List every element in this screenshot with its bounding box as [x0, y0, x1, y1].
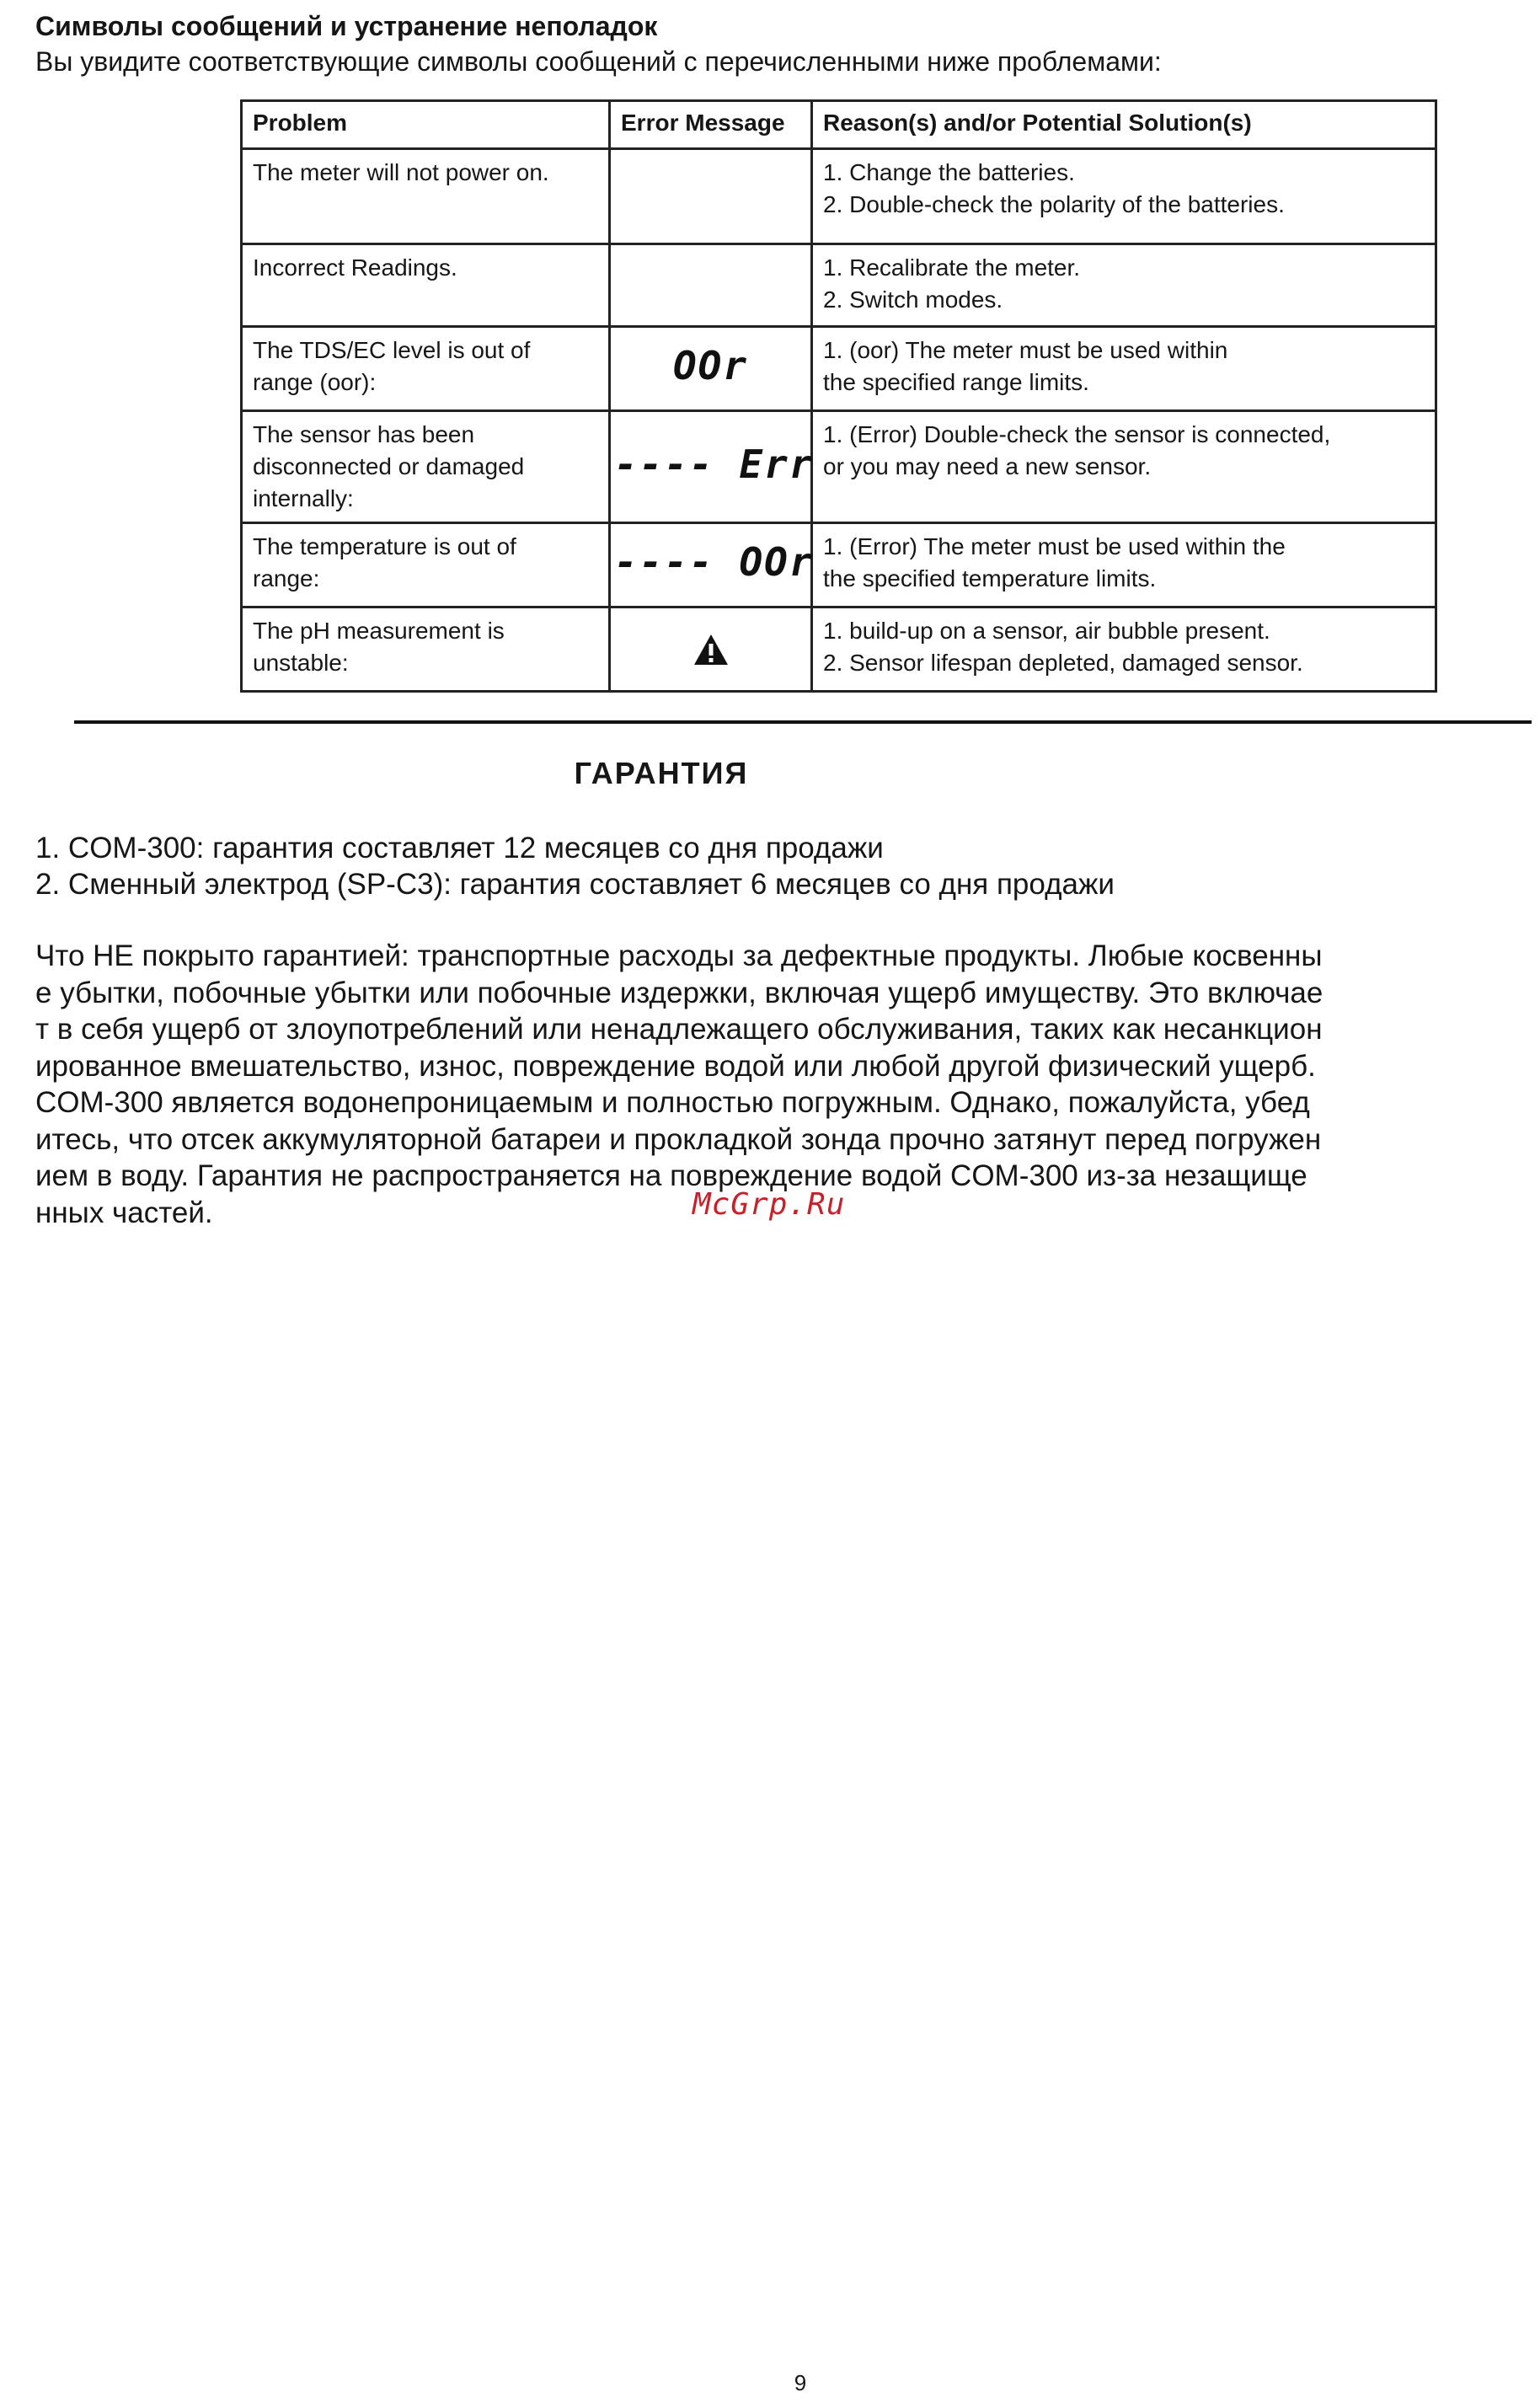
- column-header-solution: Reason(s) and/or Potential Solution(s): [812, 101, 1436, 149]
- paragraph-line: нных частей.: [35, 1196, 213, 1229]
- problem-text: range:: [253, 565, 320, 591]
- solution-cell: [812, 607, 1436, 692]
- problem-cell: [242, 523, 610, 607]
- paragraph-line: ированное вмешательство, износ, повреждение водой или любой другой физический ущерб.: [35, 1049, 1316, 1083]
- paragraph-line: Что НЕ покрыто гарантией: транспортные расходы за дефектные продукты. Любые косвенны: [35, 939, 1323, 972]
- problem-text: The temperature is out of: [253, 533, 516, 559]
- solution-text: 1. Recalibrate the meter.: [823, 254, 1081, 281]
- column-header-error-message: Error Message: [610, 101, 812, 149]
- solution-text: 2. Double-check the polarity of the batteries.: [823, 191, 1285, 217]
- solution-text: 2. Switch modes.: [823, 286, 1003, 313]
- solution-text: the specified temperature limits.: [823, 565, 1157, 591]
- solution-cell: [812, 327, 1436, 411]
- solution-text: 1. Change the batteries.: [823, 159, 1075, 185]
- solution-cell: [812, 411, 1436, 523]
- warranty-list: [35, 830, 1115, 902]
- section-divider: [74, 720, 1532, 724]
- solution-text: the specified range limits.: [823, 369, 1089, 395]
- error-message-cell: [610, 244, 812, 327]
- problem-cell: [242, 607, 610, 692]
- list-item: 2. Сменный электрод (SP-C3): гарантия составляет 6 месяцев со дня продажи: [35, 868, 1115, 901]
- solution-text: 1. (Error) The meter must be used within the: [823, 533, 1286, 559]
- problem-text: The TDS/EC level is out of: [253, 337, 531, 363]
- error-message-cell: [610, 411, 815, 523]
- table-row: [242, 411, 1436, 523]
- table-row: [242, 523, 1436, 607]
- watermark: McGrp.Ru: [692, 1187, 846, 1222]
- paragraph-line: т в себя ущерб от злоупотреблений или ненадлежащего обслуживания, таких как несанкцион: [35, 1013, 1323, 1046]
- page-title: Символы сообщений и устранение неполадок: [35, 11, 658, 41]
- solution-cell: [812, 149, 1436, 244]
- lcd-temp-oor-display: ---- OOr: [614, 539, 815, 585]
- problem-text: disconnected or damaged: [253, 453, 525, 479]
- lcd-oor-display: OOr: [672, 343, 749, 388]
- problem-text: internally:: [253, 485, 354, 511]
- troubleshooting-table: [240, 99, 1437, 693]
- problem-cell: [242, 411, 610, 523]
- problem-text: unstable:: [253, 650, 349, 676]
- table-header-row: [242, 101, 1436, 149]
- problem-text: range (oor):: [253, 369, 377, 395]
- table-row: [242, 327, 1436, 411]
- table-row: [242, 149, 1436, 244]
- table-row: [242, 607, 1436, 692]
- page-intro: Вы увидите соответствующие символы сообщений с перечисленными ниже проблемами:: [35, 46, 1162, 77]
- solution-cell: [812, 244, 1436, 327]
- solution-text: 1. build-up on a sensor, air bubble present.: [823, 618, 1270, 644]
- solution-text: 1. (Error) Double-check the sensor is connected,: [823, 421, 1331, 447]
- paragraph-line: итесь, что отсек аккумуляторной батареи и прокладкой зонда прочно затянут перед погружен: [35, 1122, 1322, 1156]
- problem-cell: [242, 327, 610, 411]
- solution-text: 1. (oor) The meter must be used within: [823, 337, 1228, 363]
- problem-text: The sensor has been: [253, 421, 475, 447]
- paragraph-line: ием в воду. Гарантия не распространяется на повреждение водой COM-300 из-за незащище: [35, 1159, 1307, 1192]
- page-number: 9: [794, 2370, 807, 2395]
- problem-cell: [242, 149, 610, 244]
- lcd-err-display: ---- Err: [614, 441, 815, 487]
- solution-text: or you may need a new sensor.: [823, 453, 1152, 479]
- error-message-cell: [610, 607, 812, 692]
- problem-text: The pH measurement is: [253, 618, 505, 644]
- error-message-cell: [610, 523, 815, 607]
- warning-triangle-icon: [693, 634, 729, 666]
- solution-cell: [812, 523, 1436, 607]
- problem-text: The meter will not power on.: [253, 159, 549, 185]
- problem-cell: [242, 244, 610, 327]
- error-message-cell: [610, 327, 812, 411]
- column-header-problem: Problem: [242, 101, 610, 149]
- solution-text: 2. Sensor lifespan depleted, damaged sensor.: [823, 650, 1303, 676]
- list-item: 1. COM-300: гарантия составляет 12 месяцев со дня продажи: [35, 832, 884, 864]
- paragraph-line: COM-300 является водонепроницаемым и полностью погружным. Однако, пожалуйста, убед: [35, 1086, 1310, 1119]
- problem-text: Incorrect Readings.: [253, 254, 457, 281]
- table-row: [242, 244, 1436, 327]
- warranty-title: ГАРАНТИЯ: [574, 756, 749, 790]
- error-message-cell: [610, 149, 812, 244]
- paragraph-line: е убытки, побочные убытки или побочные издержки, включая ущерб имуществу. Это включае: [35, 976, 1323, 1009]
